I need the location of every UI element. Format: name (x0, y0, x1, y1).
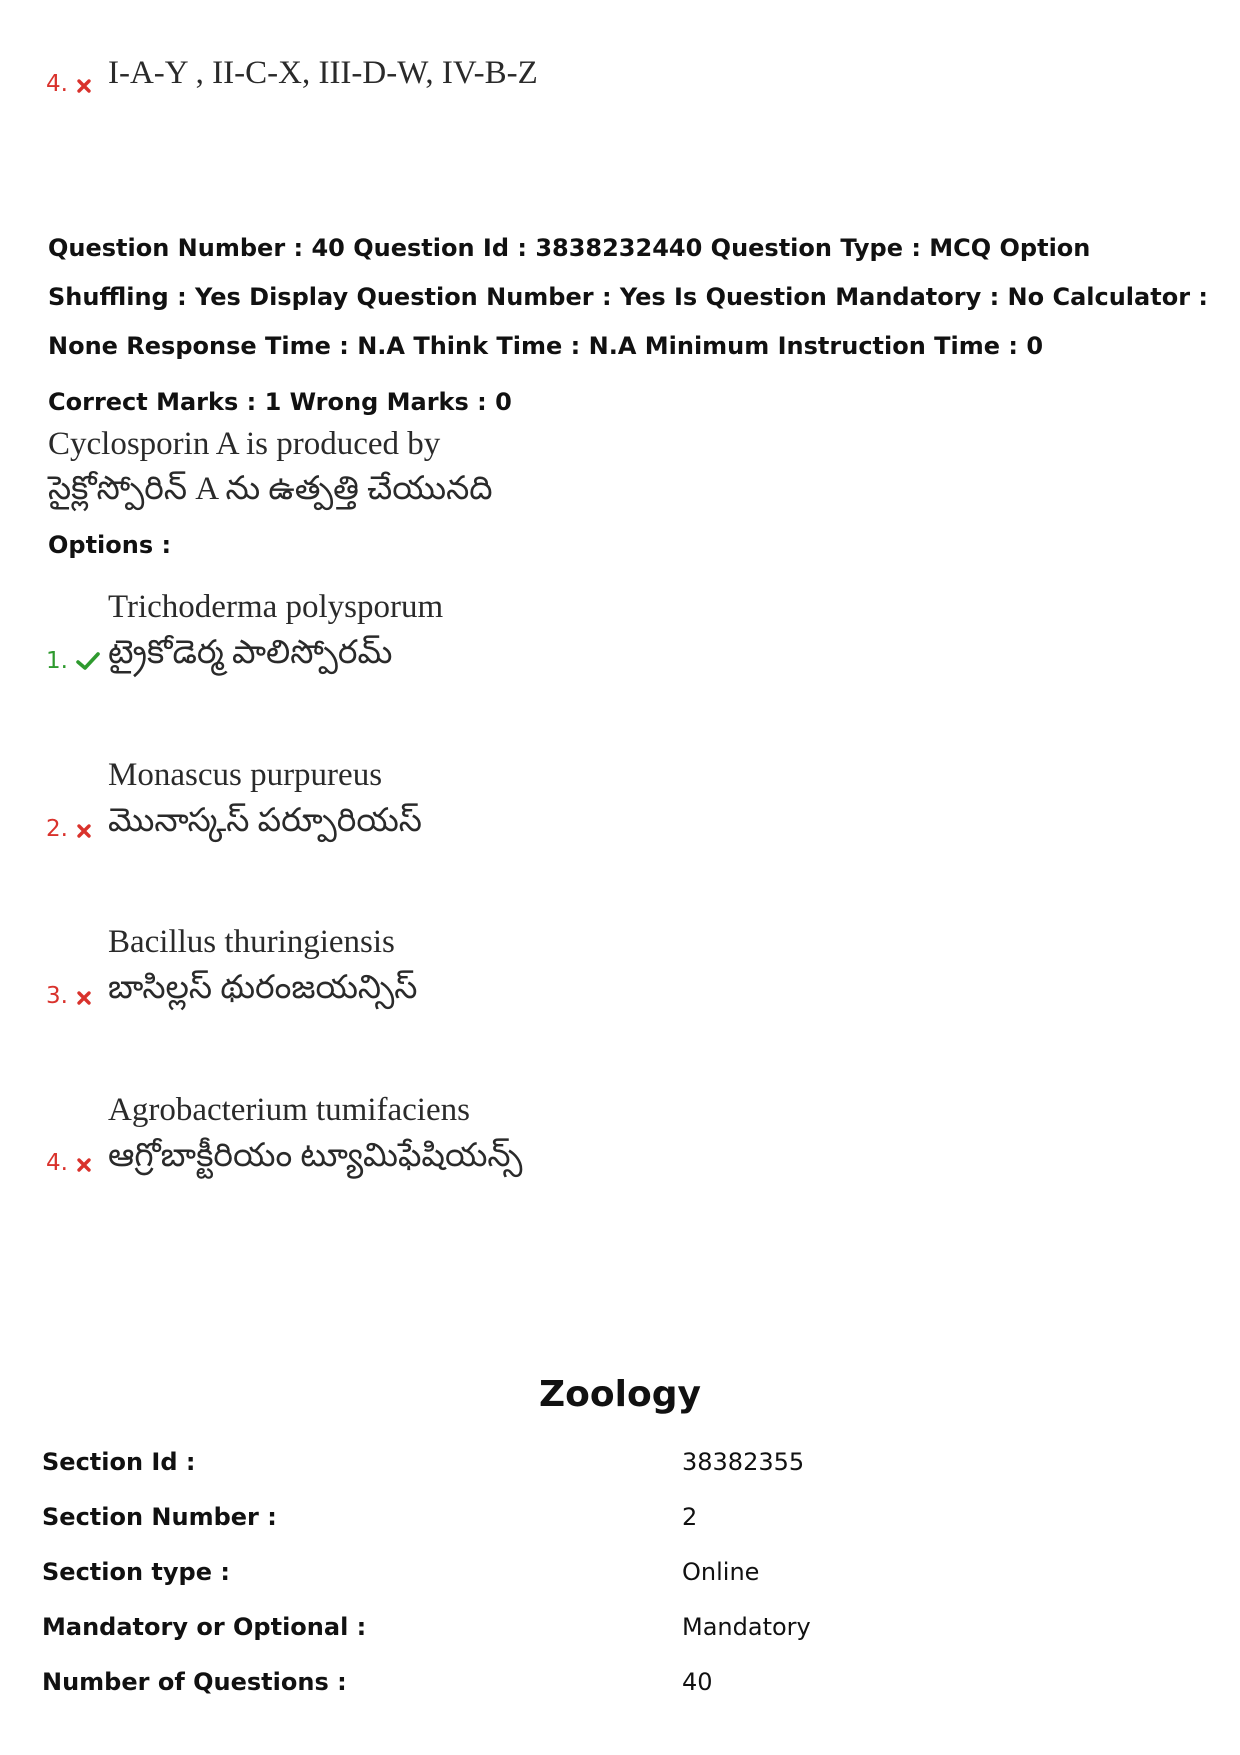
question-text-english: Cyclosporin A is produced by (48, 426, 441, 462)
section-row (42, 1599, 1202, 1654)
section-row (42, 1434, 1202, 1489)
option-number: 4. (46, 71, 68, 97)
question-marks: Correct Marks : 1 Wrong Marks : 0 (48, 388, 512, 416)
section-title: Zoology (539, 1374, 701, 1415)
num-questions-label: Number of Questions : (42, 1667, 347, 1696)
num-questions-value: 40 (682, 1667, 713, 1696)
cross-icon (76, 823, 104, 839)
option-2-text (108, 752, 422, 844)
section-id-value: 38382355 (682, 1447, 805, 1476)
option-text: I-A-Y , II-C-X, III-D-W, IV-B-Z (108, 55, 538, 91)
cross-icon (76, 990, 104, 1006)
option-number: 1. (46, 648, 68, 674)
option-4-text (108, 1087, 522, 1179)
section-id-label: Section Id : (42, 1447, 196, 1476)
option-2-english: Monascus purpureus (108, 757, 383, 793)
option-4-telugu: ఆగ్రోబాక్టీరియం ట్యూమిఫేషియన్స్ (108, 1138, 523, 1174)
option-4-english: Agrobacterium tumifaciens (108, 1092, 470, 1128)
section-number-value: 2 (682, 1502, 698, 1531)
question-meta: Question Number : 40 Question Id : 3838232440 Question Type : MCQ Option Shuffling : Yes Display Question Number : Yes Is Question Mandatory : No Calculator : None Response Time : N.A Think Time : N.A Minimum Instruction Time : 0 (48, 234, 1208, 360)
option-1-english: Trichoderma polysporum (108, 589, 444, 625)
section-row (42, 1544, 1202, 1599)
option-4-marker (46, 1152, 104, 1175)
section-number-label: Section Number : (42, 1502, 277, 1531)
check-icon (76, 651, 104, 671)
option-3-english: Bacillus thuringiensis (108, 924, 395, 960)
option-1-text (108, 584, 443, 676)
cross-icon (76, 1157, 104, 1173)
section-type-label: Section type : (42, 1557, 230, 1586)
option-1-marker (46, 650, 104, 673)
option-1-telugu: ట్రైకోడెర్మ పాలిస్పోరమ్ (108, 635, 393, 671)
cross-icon (76, 78, 104, 94)
option-number: 3. (46, 983, 68, 1009)
option-2-marker (46, 818, 104, 841)
option-2-telugu: మొనాస్కస్ పర్పూరియస్ (108, 803, 422, 839)
option-3-telugu: బాసిల్లస్ థురంజయన్సిస్ (108, 970, 418, 1006)
prev-option-4 (46, 50, 538, 96)
options-label: Options : (48, 531, 172, 559)
question-text-telugu: సైక్లోస్పోరిన్ A ను ఉత్పత్తి చేయునది (48, 471, 493, 507)
section-info-table (42, 1434, 1202, 1709)
mandatory-value: Mandatory (682, 1612, 811, 1641)
option-3-text (108, 919, 417, 1011)
option-3-marker (46, 985, 104, 1008)
section-row (42, 1654, 1202, 1709)
option-number: 4. (46, 1150, 68, 1176)
section-row (42, 1489, 1202, 1544)
option-number: 2. (46, 816, 68, 842)
section-type-value: Online (682, 1557, 760, 1586)
mandatory-label: Mandatory or Optional : (42, 1612, 367, 1641)
